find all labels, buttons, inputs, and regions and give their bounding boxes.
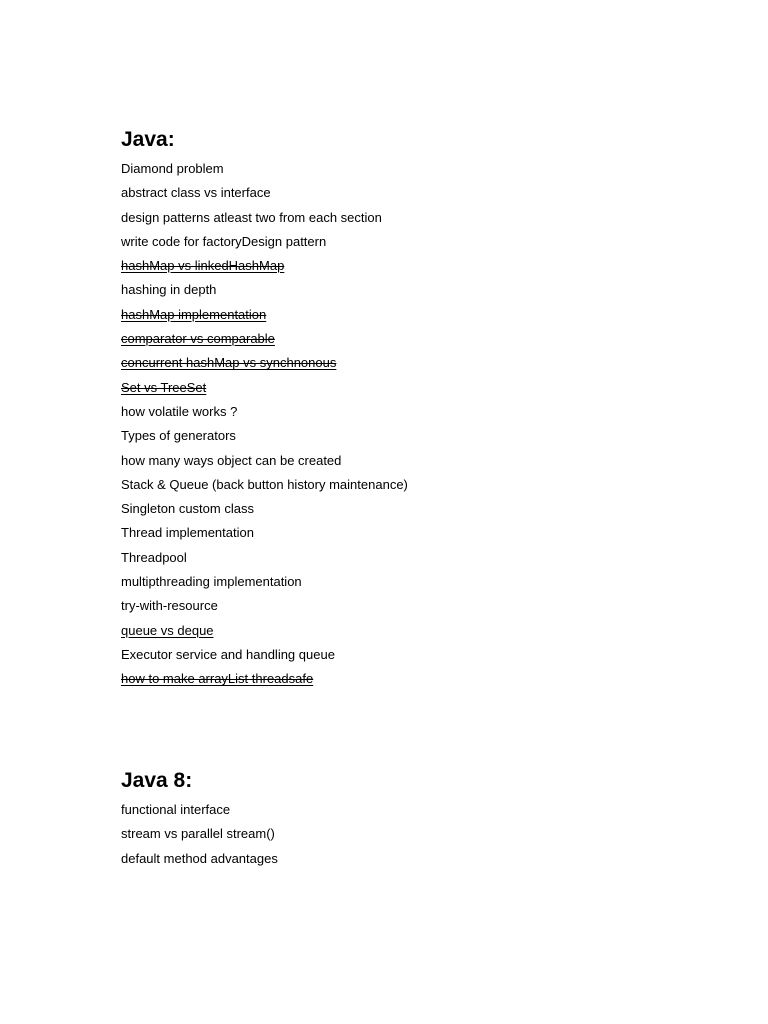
list-item-text: Stack & Queue (back button history maintenance) [121,476,408,492]
list-item-text: stream vs parallel stream() [121,826,275,842]
list-item [121,449,408,473]
list-item [121,327,408,351]
list-item-text: design patterns atleast two from each section [121,209,382,225]
list-item [121,798,278,822]
list-item [121,643,408,667]
list-item [121,570,408,594]
list-item-text: write code for factoryDesign pattern [121,233,327,249]
list-item-text: Diamond problem [121,161,224,176]
list-item-text: default method advantages [121,850,278,866]
list-item [121,254,408,278]
list-item [121,822,278,846]
list-item-text: hashing in depth [121,282,217,298]
section-heading: Java 8: [121,769,193,792]
list-item-text: Thread implementation [121,525,254,541]
list-item [121,400,408,424]
list-item-text: hashMap vs linkedHashMap [121,258,285,274]
list-item-text: comparator vs comparable [121,331,275,347]
list-item-text: Set vs TreeSet [121,379,207,395]
list-item [121,546,408,570]
list-item [121,667,408,691]
list-item-text: queue vs deque [121,622,214,638]
list-item-text: how volatile works ? [121,403,238,419]
list-item-text: Singleton custom class [121,501,254,517]
list-item [121,303,408,327]
list-item-text: Executor service and handling queue [121,646,335,662]
list-item [121,157,408,181]
list-item [121,847,278,871]
list-item-text: how many ways object can be created [121,452,342,468]
list-item [121,181,408,205]
list-item-text: concurrent hashMap vs synchnonous [121,355,337,371]
list-item-text: hashMap implementation [121,306,267,322]
list-item [121,351,408,375]
list-item [121,206,408,230]
list-item [121,497,408,521]
list-item-text: abstract class vs interface [121,185,271,201]
section-java [121,128,408,692]
list-item [121,278,408,302]
list-item-text: how to make arrayList threadsafe [121,671,314,687]
list-item-text: Types of generators [121,428,236,444]
list-item [121,619,408,643]
list-item [121,424,408,448]
section-java8 [121,769,278,871]
list-item [121,473,408,497]
list-item-text: functional interface [121,802,231,817]
section-heading: Java: [121,128,175,151]
list-item [121,594,408,618]
list-item-text: try-with-resource [121,598,218,614]
list-item [121,376,408,400]
list-item-text: multipthreading implementation [121,574,302,590]
list-item [121,230,408,254]
topic-list [121,798,278,871]
list-item [121,521,408,545]
topic-list [121,157,408,692]
list-item-text: Threadpool [121,549,187,565]
